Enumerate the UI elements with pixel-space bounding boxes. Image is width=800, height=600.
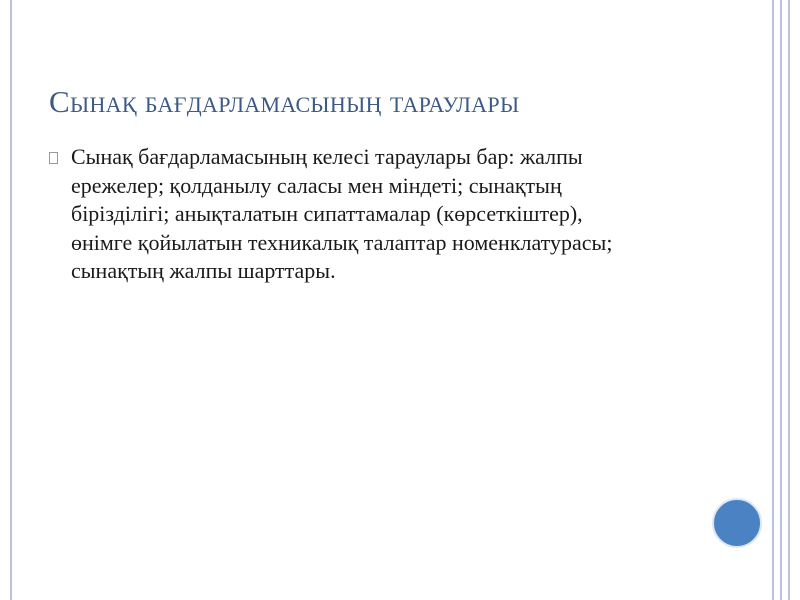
frame-right-line-1 — [772, 0, 774, 600]
circle-decoration — [712, 498, 762, 548]
frame-right-border — [766, 0, 800, 600]
frame-right-line-3 — [788, 0, 790, 600]
bullet-square-icon — [49, 152, 58, 164]
frame-left-line — [10, 0, 12, 600]
frame-right-line-2 — [780, 0, 782, 600]
slide-title: Сынақ бағдарламасының тараулары — [49, 84, 520, 119]
slide-content — [49, 143, 649, 286]
bullet-text: Сынақ бағдарламасының келесі тараулары бар: жалпы ережелер; қолданылу саласы мен міндеті; сынақтың бірізділігі; анықталатын сипаттамалар (көрсеткіштер), өнімге қойылатын техникалық талаптар номенклатурасы; сынақтың жалпы шарттары. — [71, 144, 613, 283]
bullet-item — [49, 143, 649, 286]
